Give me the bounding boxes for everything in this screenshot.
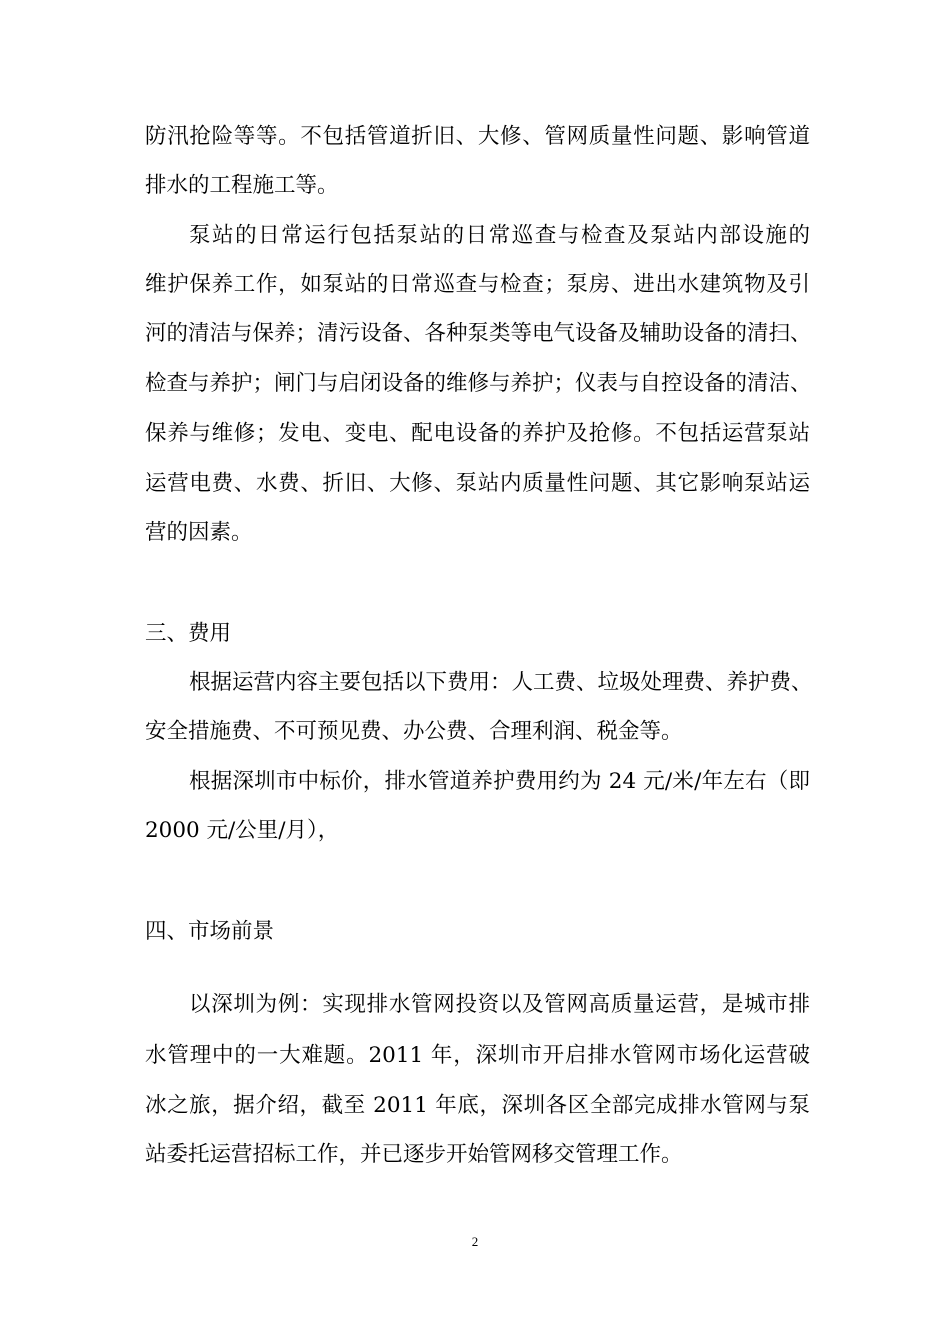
paragraph-2-line-5: 保养与维修；发电、变电、配电设备的养护及抢修。不包括运营泵站	[145, 421, 810, 446]
page-number: 2	[471, 1234, 479, 1249]
paragraph-2-line-7: 营的因素。	[145, 520, 253, 545]
section-3-paragraph-1-line-1: 根据运营内容主要包括以下费用：人工费、垃圾处理费、养护费、	[189, 670, 813, 695]
section-3-paragraph-2-line-2: 2000 元/公里/月），	[145, 818, 340, 843]
section-3-paragraph-1-line-2: 安全措施费、不可预见费、办公费、合理利润、税金等。	[145, 719, 683, 744]
paragraph-2-line-6: 运营电费、水费、折旧、大修、泵站内质量性问题、其它影响泵站运	[145, 471, 810, 496]
paragraph-1-line-1: 防汛抢险等等。不包括管道折旧、大修、管网质量性问题、影响管道	[145, 124, 810, 149]
section-3-heading: 三、费用	[145, 621, 232, 646]
paragraph-2-line-1: 泵站的日常运行包括泵站的日常巡查与检查及泵站内部设施的	[189, 223, 810, 248]
paragraph-2-line-3: 河的清洁与保养；清污设备、各种泵类等电气设备及辅助设备的清扫、	[145, 321, 812, 346]
section-4-heading: 四、市场前景	[145, 919, 275, 944]
paragraph-2-line-4: 检查与养护；闸门与启闭设备的维修与养护；仪表与自控设备的清洁、	[145, 371, 812, 396]
section-4-paragraph-1-line-2: 水管理中的一大难题。2011 年，深圳市开启排水管网市场化运营破	[145, 1043, 810, 1068]
section-3-paragraph-2-line-1: 根据深圳市中标价，排水管道养护费用约为 24 元/米/年左右（即	[189, 769, 810, 794]
section-4-paragraph-1-line-3: 冰之旅，据介绍，截至 2011 年底，深圳各区全部完成排水管网与泵	[145, 1093, 810, 1118]
paragraph-1-line-2: 排水的工程施工等。	[145, 173, 339, 198]
section-4-paragraph-1-line-4: 站委托运营招标工作，并已逐步开始管网移交管理工作。	[145, 1142, 683, 1167]
section-4-paragraph-1-line-1: 以深圳为例：实现排水管网投资以及管网高质量运营，是城市排	[189, 992, 810, 1017]
paragraph-2-line-2: 维护保养工作，如泵站的日常巡查与检查；泵房、进出水建筑物及引	[145, 272, 810, 297]
